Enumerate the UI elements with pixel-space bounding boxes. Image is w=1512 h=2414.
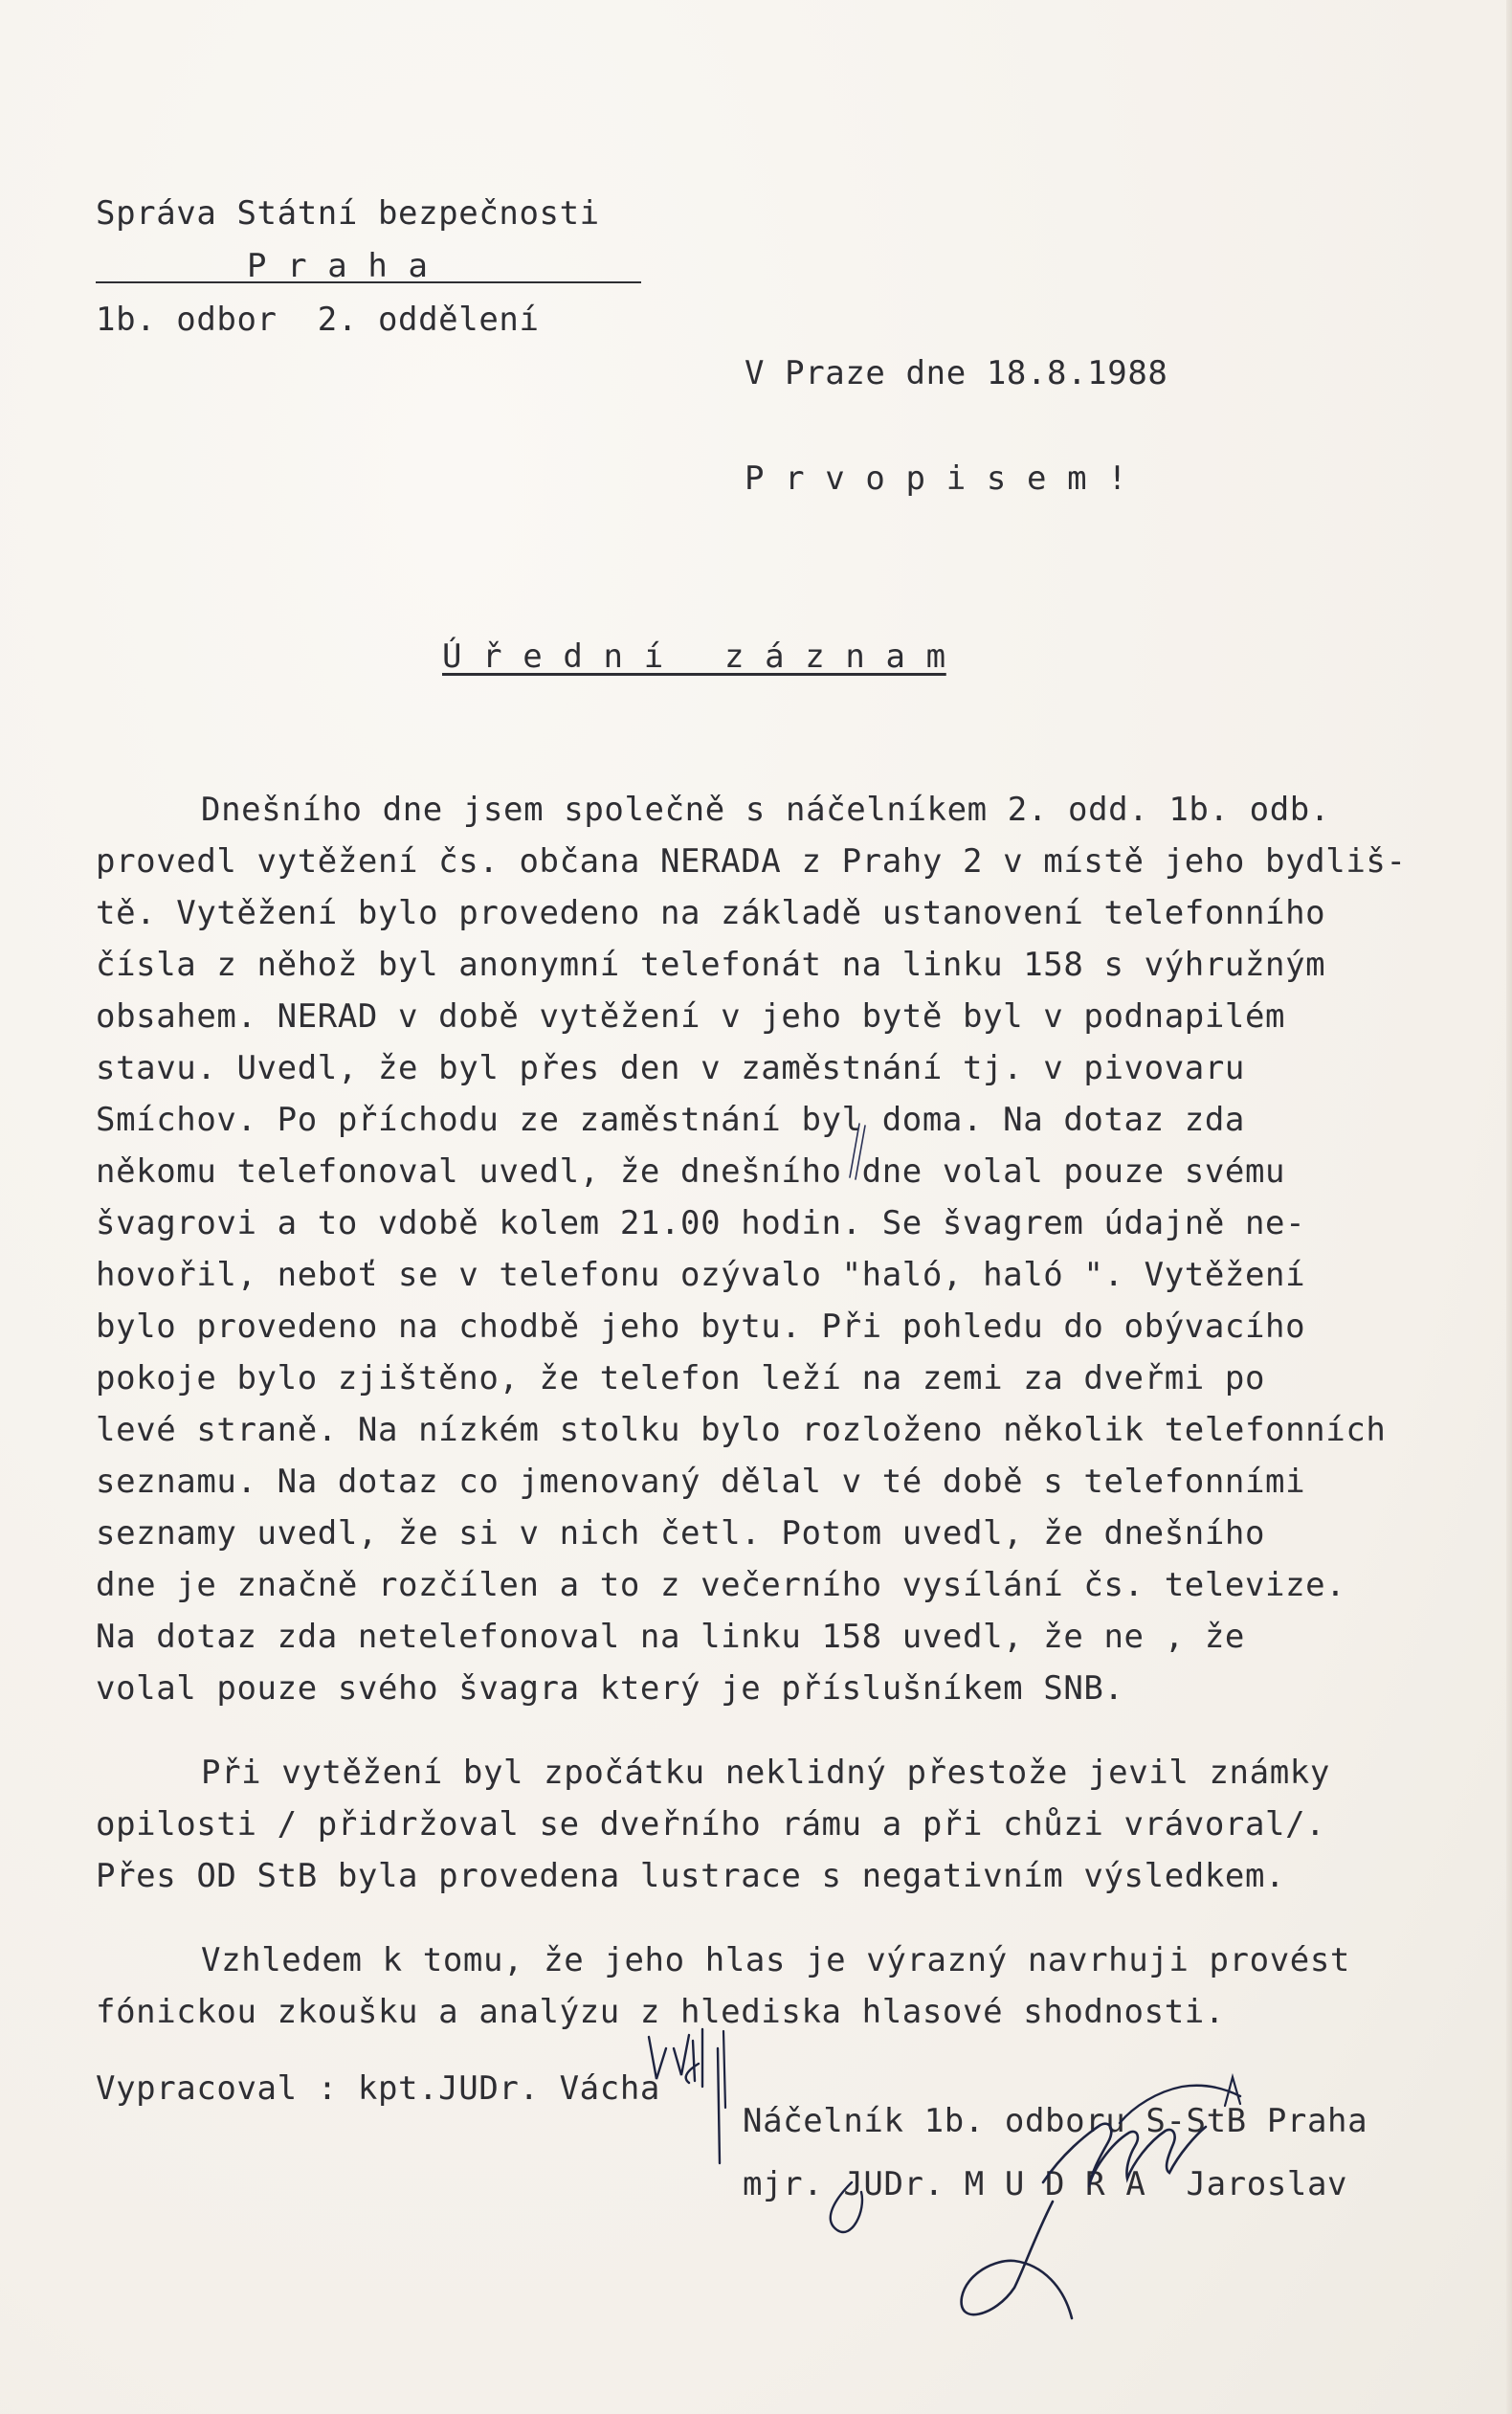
page-edge bbox=[1506, 0, 1512, 2414]
body-line: někomu telefonoval uvedl, že dnešního dne volal pouze svému bbox=[96, 1152, 1286, 1191]
signatory-position: Náčelník 1b. odboru S-StB Praha bbox=[743, 2102, 1368, 2140]
body-line: Přes OD StB byla provedena lustrace s negativním výsledkem. bbox=[96, 1857, 1286, 1895]
header-divider bbox=[96, 281, 641, 283]
body-line: opilosti / přidržoval se dveřního rámu a při chůzi vrávoral/. bbox=[96, 1805, 1326, 1844]
body-line: hovořil, neboť se v telefonu ozývalo "haló, haló ". Vytěžení bbox=[96, 1256, 1306, 1294]
body-line: Na dotaz zda netelefonoval na linku 158 uvedl, že ne , že bbox=[96, 1618, 1245, 1656]
body-line: pokoje bylo zjištěno, že telefon leží na zemi za dveřmi po bbox=[96, 1359, 1266, 1397]
body-line: švagrovi a to vdobě kolem 21.00 hodin. Se švagrem údajně ne- bbox=[96, 1204, 1306, 1242]
closing-line: Vzhledem k tomu, že jeho hlas je výrazný navrhuji provést bbox=[201, 1941, 1350, 1979]
closing-line: fónickou zkoušku a analýzu z hlediska hlasové shodnosti. bbox=[96, 1993, 1225, 2031]
body-line: levé straně. Na nízkém stolku bylo rozloženo několik telefonních bbox=[96, 1411, 1387, 1449]
body-line: Smíchov. Po příchodu ze zaměstnání byl doma. Na dotaz zda bbox=[96, 1101, 1245, 1139]
prepared-by: Vypracoval : kpt.JUDr. Vácha bbox=[96, 2069, 660, 2108]
body-line: seznamy uvedl, že si v nich četl. Potom uvedl, že dnešního bbox=[96, 1514, 1266, 1553]
body-line: tě. Vytěžení bylo provedeno na základě ustanovení telefonního bbox=[96, 894, 1326, 932]
date-line: V Praze dne 18.8.1988 bbox=[745, 354, 1168, 392]
body-line: Dnešního dne jsem společně s náčelníkem 2. odd. 1b. odb. bbox=[201, 791, 1330, 829]
body-line: stavu. Uvedl, že byl přes den v zaměstnání tj. v pivovaru bbox=[96, 1049, 1245, 1087]
copy-mark: P r v o p i s e m ! bbox=[745, 459, 1128, 498]
body-line: dne je značně rozčílen a to z večerního vysílání čs. televize. bbox=[96, 1566, 1346, 1604]
body-line: Při vytěžení byl zpočátku neklidný přestože jevil známky bbox=[201, 1754, 1330, 1792]
document-title: Ú ř e d n í z á z n a m bbox=[442, 637, 946, 676]
agency-name: Správa Státní bezpečnosti bbox=[96, 194, 600, 233]
body-line: seznamu. Na dotaz co jmenovaný dělal v té době s telefonními bbox=[96, 1463, 1306, 1501]
body-line: obsahem. NERAD v době vytěžení v jeho bytě byl v podnapilém bbox=[96, 997, 1286, 1036]
signatory-name: mjr. JUDr. M U D R A Jaroslav bbox=[743, 2165, 1348, 2203]
body-line: čísla z něhož byl anonymní telefonát na linku 158 s výhružným bbox=[96, 946, 1326, 984]
body-line: bylo provedeno na chodbě jeho bytu. Při pohledu do obývacího bbox=[96, 1308, 1306, 1346]
department-name: 1b. odbor 2. oddělení bbox=[96, 301, 540, 339]
body-line: provedl vytěžení čs. občana NERADA z Prahy 2 v místě jeho bydliš- bbox=[96, 842, 1407, 881]
body-line: volal pouze svého švagra který je příslušníkem SNB. bbox=[96, 1669, 1124, 1708]
city-name: P r a h a bbox=[247, 247, 429, 285]
